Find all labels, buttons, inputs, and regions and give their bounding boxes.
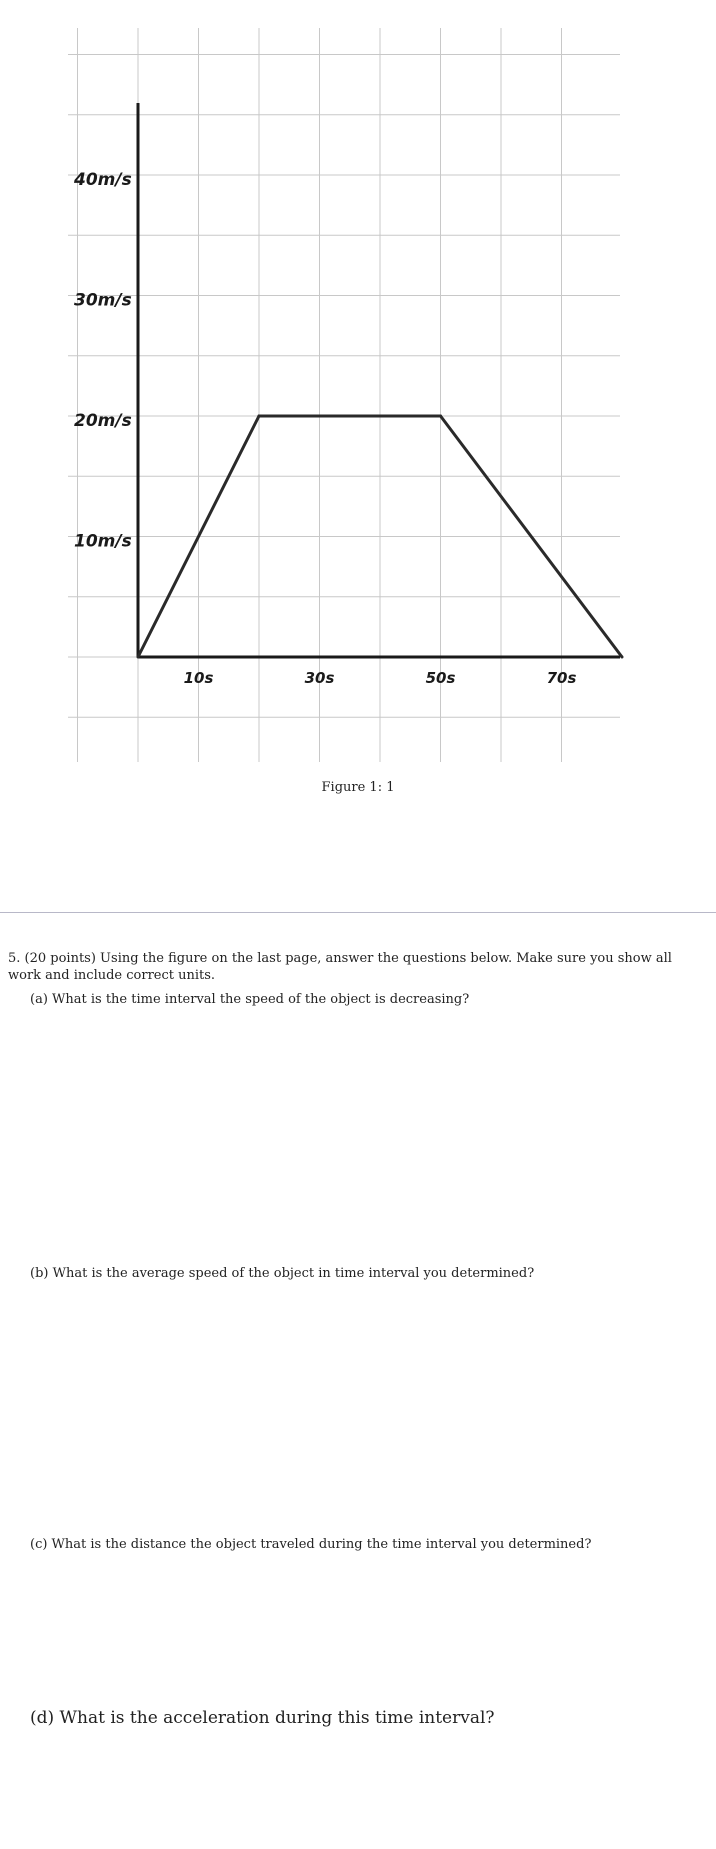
question-part-d: (d) What is the acceleration during this time interval? <box>30 1708 495 1728</box>
x-tick-label: 10s <box>183 669 214 687</box>
data-point <box>621 656 624 659</box>
question-part-b: (b) What is the average speed of the object in time interval you determined? <box>30 1266 535 1281</box>
figure-caption: Figure 1: 1 <box>321 780 395 795</box>
grid-lines <box>68 28 620 762</box>
speed-time-graph <box>0 0 716 780</box>
y-tick-labels <box>73 170 132 552</box>
y-tick-label: 30m/s <box>74 290 132 311</box>
question-part-c: (c) What is the distance the object traveled during the time interval you determined? <box>30 1537 592 1552</box>
question-stem: 5. (20 points) Using the figure on the last page, answer the questions below. Make sure you show all work and include correct units. <box>8 951 672 983</box>
x-tick-label: 70s <box>546 669 577 687</box>
question-part-a: (a) What is the time interval the speed of the object is decreasing? <box>30 992 470 1007</box>
data-point <box>137 656 140 659</box>
axes <box>138 103 620 657</box>
y-tick-label: 40m/s <box>74 170 132 190</box>
y-tick-label: 10m/s <box>74 531 132 552</box>
x-tick-label: 50s <box>425 669 456 687</box>
data-point <box>439 415 442 418</box>
y-tick-label: 20m/s <box>74 411 132 431</box>
x-tick-label: 30s <box>304 669 335 687</box>
data-point <box>258 415 261 418</box>
page-divider <box>0 912 716 913</box>
